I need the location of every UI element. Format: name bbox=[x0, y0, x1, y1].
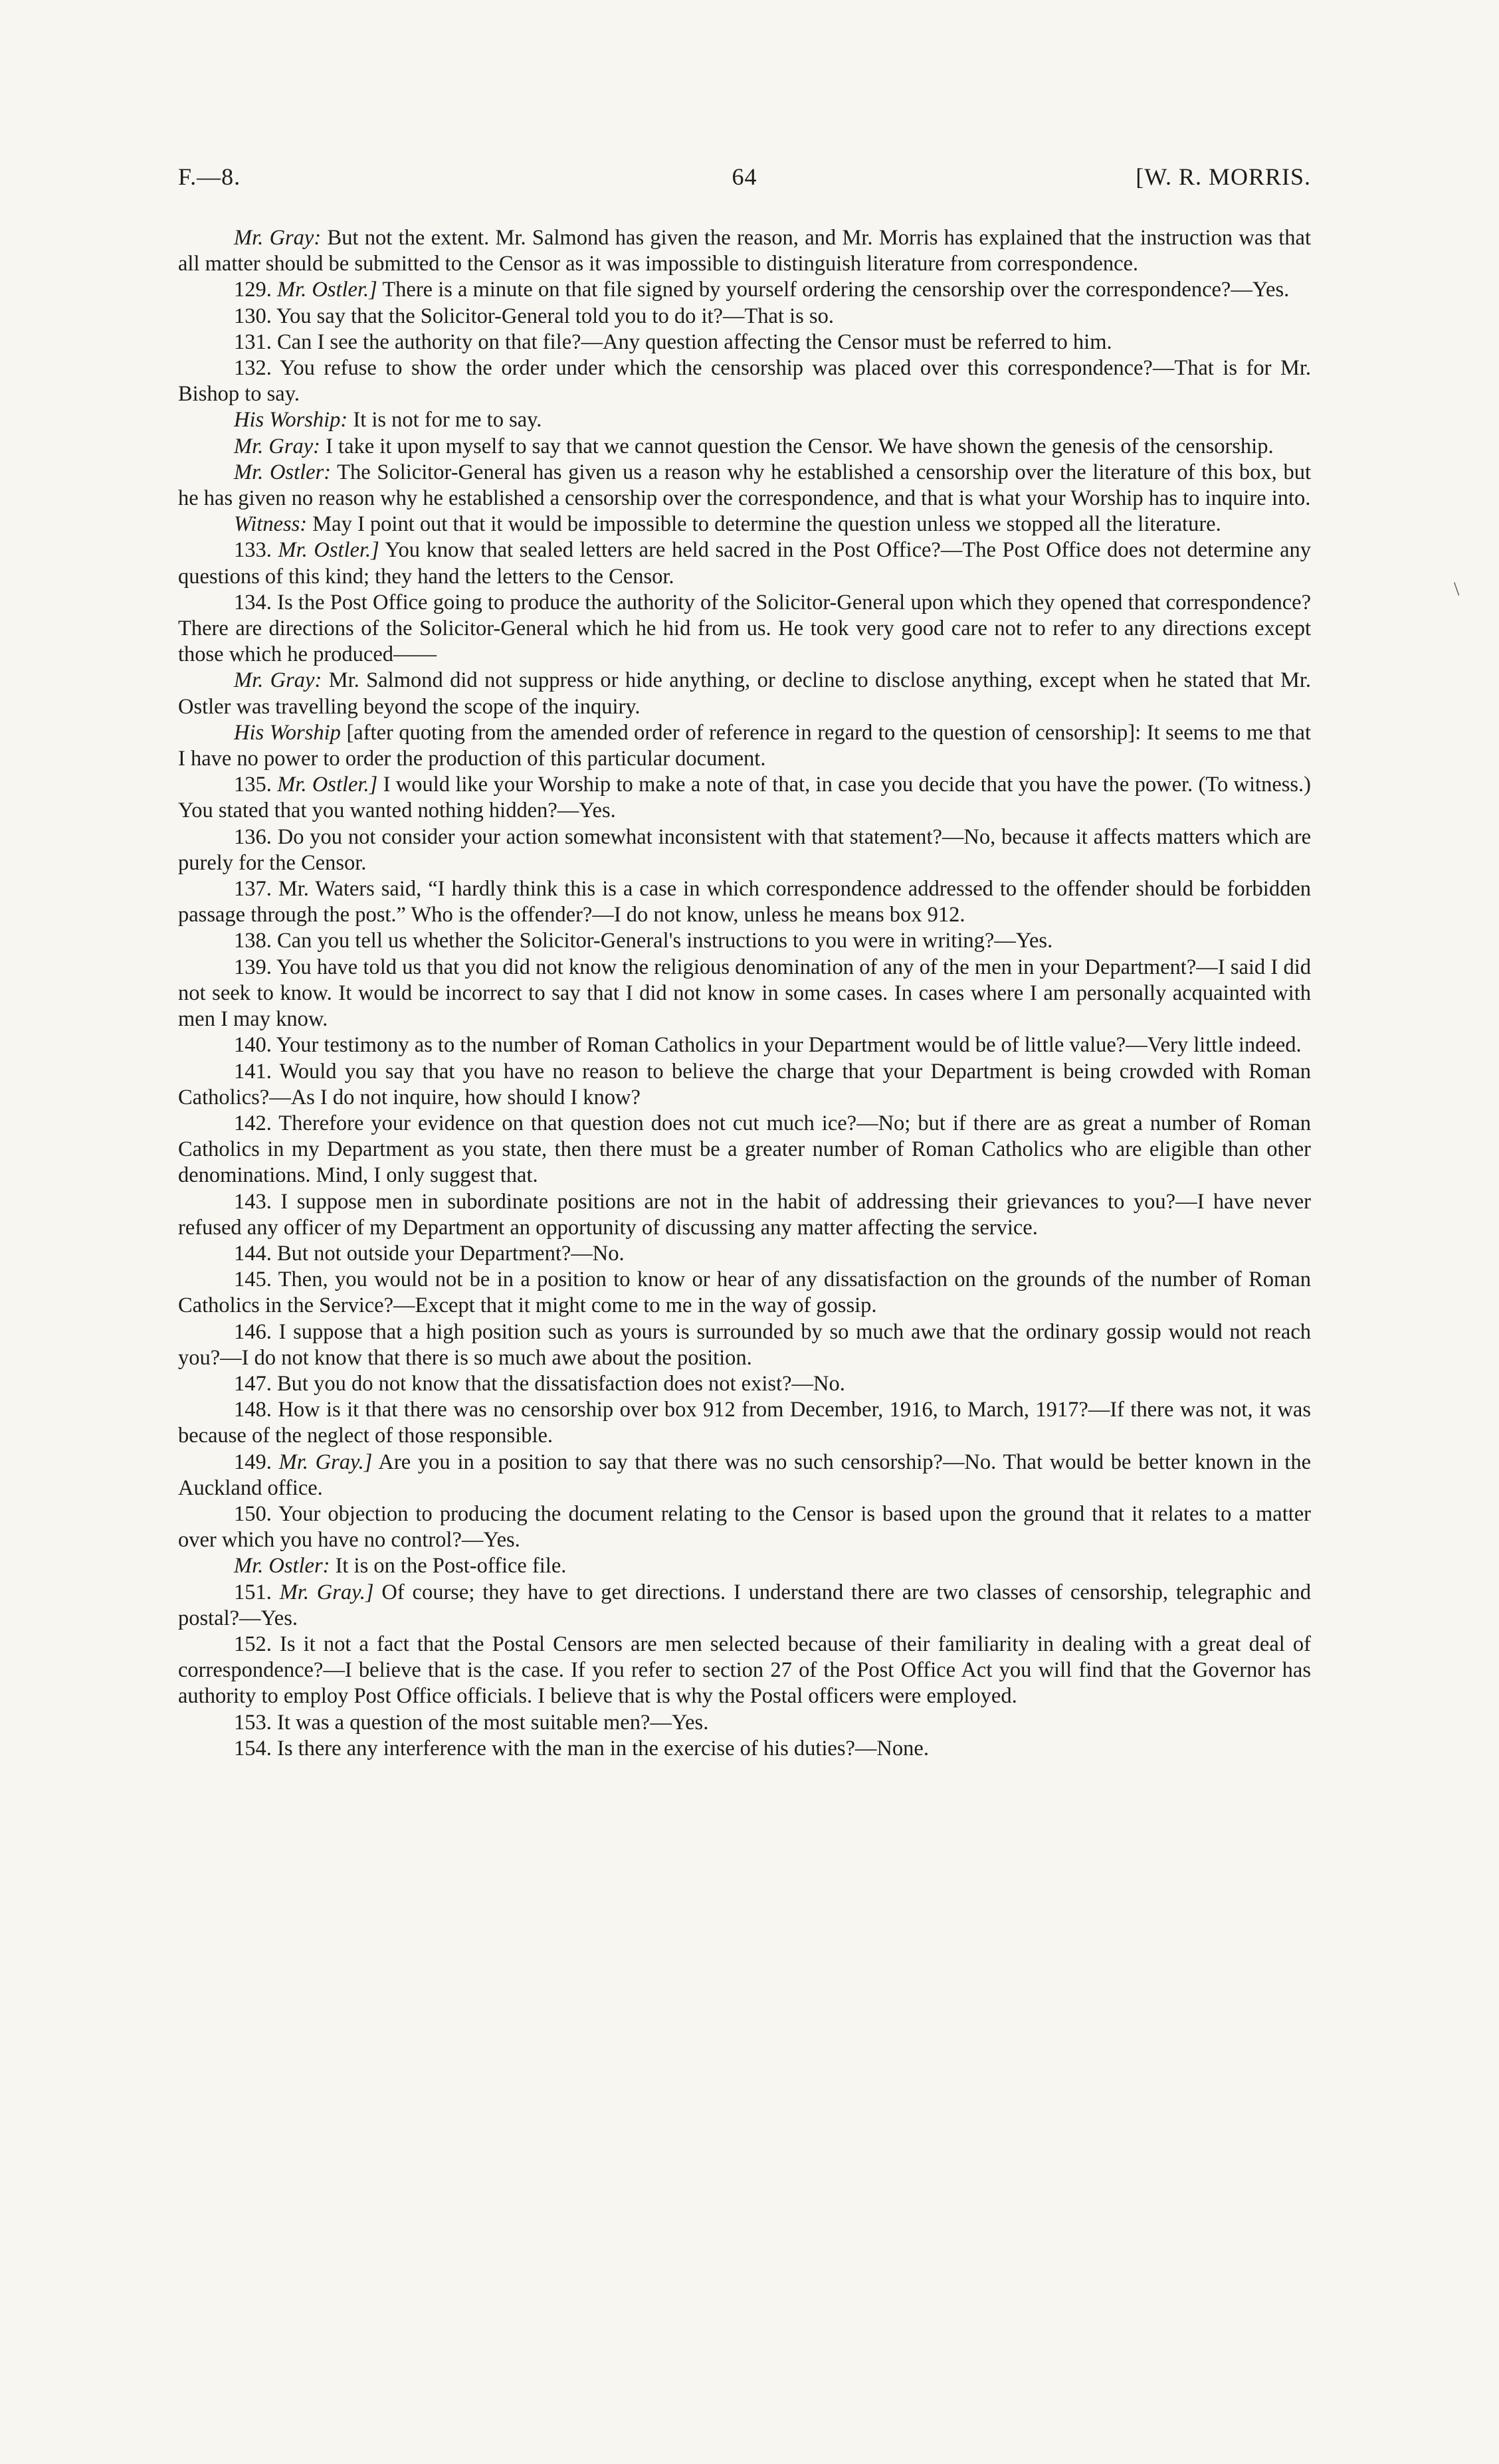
paragraph-text: It is on the Post-office file. bbox=[330, 1554, 567, 1578]
question-number: 145. bbox=[234, 1268, 272, 1292]
transcript-paragraph bbox=[178, 1397, 1311, 1449]
paragraph-text: It is not for me to say. bbox=[348, 408, 542, 432]
question-number: 150. bbox=[234, 1501, 272, 1526]
speaker-name: Mr. Ostler.] bbox=[277, 773, 378, 797]
paragraph-text: Can you tell us whether the Solicitor-General's instructions to you were in writing?—Yes. bbox=[277, 929, 1053, 953]
paragraph-text: Your testimony as to the number of Roman Catholics in your Department would be of little value?—Very little indeed. bbox=[276, 1033, 1302, 1058]
transcript-paragraph bbox=[178, 876, 1311, 928]
question-number: 136. bbox=[234, 824, 272, 849]
transcript-paragraph bbox=[178, 355, 1311, 407]
speaker-name: Mr. Ostler.] bbox=[277, 278, 377, 302]
transcript-paragraph bbox=[178, 1371, 1311, 1397]
question-number: 142. bbox=[234, 1111, 272, 1135]
paragraph-text: Is it not a fact that the Postal Censors are men selected because of their familiarity in dealing with a great deal of correspondence?—I believe that is the case. If you refer to section 27 of the Post Office Act you will find that the Governor has authority to employ Post Office officials. I believe that is why the Postal officers were employed. bbox=[178, 1632, 1311, 1709]
witness-name: [W. R. MORRIS. bbox=[1136, 163, 1311, 190]
transcript-paragraph bbox=[178, 1241, 1311, 1267]
question-number: 130. bbox=[234, 304, 272, 328]
transcript-paragraph bbox=[178, 460, 1311, 512]
question-number: 152. bbox=[234, 1632, 272, 1656]
question-number: 143. bbox=[234, 1189, 272, 1214]
paragraph-text: Is there any interference with the man in the exercise of his duties?—None. bbox=[277, 1736, 929, 1760]
transcript-paragraph bbox=[178, 304, 1311, 330]
paragraph-text: Therefore your evidence on that question does not cut much ice?—No; but if there are as great a number of Roman Catholics in my Department as you state, then there must be a greater number of Roman Catholics who are eligible than other denominations. Mind, I only suggest that. bbox=[178, 1111, 1311, 1188]
paragraph-text: Are you in a position to say that there was no such censorship?—No. That would be better known in the Auckland office. bbox=[178, 1450, 1311, 1500]
transcript-body bbox=[178, 225, 1311, 1762]
paragraph-text: [after quoting from the amended order of reference in regard to the question of censorship]: It seems to me that I have no power to order the production of this particular document. bbox=[178, 720, 1312, 771]
paragraph-text: Can I see the authority on that file?—Any question affecting the Censor must be referred to him. bbox=[277, 330, 1112, 354]
transcript-paragraph bbox=[178, 928, 1311, 954]
speaker-name: Mr. Ostler: bbox=[234, 460, 332, 484]
question-number: 147. bbox=[234, 1371, 272, 1396]
transcript-paragraph bbox=[178, 1632, 1311, 1710]
paragraph-text: You say that the Solicitor-General told you to do it?—That is so. bbox=[276, 304, 834, 328]
transcript-paragraph bbox=[178, 824, 1311, 876]
speaker-name: Mr. Ostler.] bbox=[278, 538, 379, 563]
transcript-paragraph bbox=[178, 955, 1311, 1033]
transcript-paragraph bbox=[178, 1710, 1311, 1736]
paragraph-text: I suppose men in subordinate positions are not in the habit of addressing their grievances to you?—I have never refused any officer of my Department an opportunity of discussing any matter affecting the service. bbox=[178, 1189, 1312, 1240]
paragraph-text: Is the Post Office going to produce the authority of the Solicitor-General upon which they opened that correspondence? There are directions of the Solicitor-General which he hid from us. He took very good care not to refer to any directions except those which he produced—— bbox=[178, 590, 1311, 667]
question-number: 144. bbox=[234, 1241, 272, 1266]
page-number: 64 bbox=[732, 163, 757, 190]
paragraph-text: Do you not consider your action somewhat inconsistent with that statement?—No, because it affects matters which are purely for the Censor. bbox=[178, 824, 1312, 875]
paragraph-text: May I point out that it would be impossible to determine the question unless we stopped all the literature. bbox=[307, 512, 1221, 537]
transcript-paragraph bbox=[178, 537, 1311, 589]
question-number: 141. bbox=[234, 1059, 272, 1084]
question-number: 153. bbox=[234, 1710, 272, 1735]
question-number: 137. bbox=[234, 877, 272, 901]
question-number: 148. bbox=[234, 1398, 272, 1422]
margin-mark: \ bbox=[1454, 578, 1460, 600]
question-number: 132. bbox=[234, 356, 272, 381]
transcript-paragraph bbox=[178, 590, 1311, 668]
document-reference: F.—8. bbox=[178, 163, 241, 190]
question-number: 133. bbox=[234, 538, 272, 563]
paragraph-text: Mr. Waters said, “I hardly think this is a case in which correspondence addressed to the offender should be forbidden passage through the post.” Who is the offender?—I do not know, unless he means box 912. bbox=[178, 877, 1312, 927]
speaker-name: Mr. Gray: bbox=[234, 226, 322, 250]
transcript-paragraph bbox=[178, 1580, 1311, 1632]
transcript-paragraph bbox=[178, 1267, 1311, 1319]
speaker-name: Witness: bbox=[234, 512, 308, 537]
transcript-paragraph bbox=[178, 720, 1311, 772]
question-number: 138. bbox=[234, 929, 272, 953]
paragraph-text: I suppose that a high position such as yours is surrounded by so much awe that the ordinary gossip would not reach you?—I do not know that there is so much awe about the position. bbox=[178, 1319, 1311, 1370]
paragraph-text: Mr. Salmond did not suppress or hide anything, or decline to disclose anything, except when he stated that Mr. Ostler was travelling beyond the scope of the inquiry. bbox=[178, 668, 1311, 719]
paragraph-text: Would you say that you have no reason to believe the charge that your Department is being crowded with Roman Catholics?—As I do not inquire, how should I know? bbox=[178, 1059, 1311, 1109]
question-number: 149. bbox=[234, 1450, 272, 1474]
speaker-name: Mr. Gray.] bbox=[278, 1450, 373, 1474]
transcript-paragraph bbox=[178, 1059, 1311, 1111]
transcript-paragraph bbox=[178, 434, 1311, 460]
speaker-name: Mr. Gray: bbox=[234, 668, 322, 693]
question-number: 129. bbox=[234, 278, 272, 302]
paragraph-text: You refuse to show the order under which the censorship was placed over this correspondence?—That is for Mr. Bishop to say. bbox=[178, 356, 1311, 407]
transcript-paragraph bbox=[178, 1736, 1311, 1762]
speaker-name: Mr. Ostler: bbox=[234, 1554, 330, 1578]
speaker-name: Mr. Gray: bbox=[234, 434, 320, 458]
question-number: 135. bbox=[234, 773, 272, 797]
transcript-paragraph bbox=[178, 1450, 1311, 1501]
paragraph-text: There is a minute on that file signed by yourself ordering the censorship over the correspondence?—Yes. bbox=[377, 278, 1290, 302]
question-number: 134. bbox=[234, 590, 272, 615]
paragraph-text: You have told us that you did not know the religious denomination of any of the men in your Department?—I said I did not seek to know. It would be incorrect to say that I did not know in some cases. In cases where I am personally acquainted with men I may know. bbox=[178, 955, 1311, 1032]
speaker-name: His Worship: bbox=[234, 408, 348, 432]
document-page bbox=[178, 163, 1311, 1762]
transcript-paragraph bbox=[178, 1189, 1311, 1241]
paragraph-text: But you do not know that the dissatisfaction does not exist?—No. bbox=[277, 1371, 845, 1396]
paragraph-text: I take it upon myself to say that we cannot question the Censor. We have shown the genesis of the censorship. bbox=[320, 434, 1274, 458]
page-header bbox=[178, 163, 1311, 203]
paragraph-text: Of course; they have to get directions. I understand there are two classes of censorship, telegraphic and postal?—Yes. bbox=[178, 1580, 1311, 1630]
paragraph-text: Then, you would not be in a position to know or hear of any dissatisfaction on the grounds of the number of Roman Catholics in the Service?—Except that it might come to me in the way of gossip. bbox=[178, 1268, 1311, 1318]
paragraph-text: The Solicitor-General has given us a reason why he established a censorship over the literature of this box, but he has given no reason why he established a censorship over the correspondence, and that is what your Worship has to inquire into. bbox=[178, 460, 1311, 511]
question-number: 139. bbox=[234, 955, 272, 979]
paragraph-text: But not outside your Department?—No. bbox=[277, 1241, 625, 1266]
paragraph-text: You know that sealed letters are held sacred in the Post Office?—The Post Office does not determine any questions of this kind; they hand the letters to the Censor. bbox=[178, 538, 1311, 589]
transcript-paragraph bbox=[178, 1501, 1311, 1553]
speaker-name: His Worship bbox=[234, 720, 341, 745]
speaker-name: Mr. Gray.] bbox=[279, 1580, 374, 1604]
transcript-paragraph bbox=[178, 1319, 1311, 1371]
transcript-paragraph bbox=[178, 1553, 1311, 1579]
transcript-paragraph bbox=[178, 1032, 1311, 1058]
transcript-paragraph bbox=[178, 772, 1311, 824]
transcript-paragraph bbox=[178, 225, 1311, 277]
paragraph-text: But not the extent. Mr. Salmond has given the reason, and Mr. Morris has explained that the instruction was that all matter should be submitted to the Censor as it was impossible to distinguish literature from correspondence. bbox=[178, 226, 1311, 276]
transcript-paragraph bbox=[178, 277, 1311, 303]
question-number: 146. bbox=[234, 1319, 272, 1344]
question-number: 131. bbox=[234, 330, 272, 354]
paragraph-text: It was a question of the most suitable men?—Yes. bbox=[277, 1710, 709, 1735]
transcript-paragraph bbox=[178, 1111, 1311, 1189]
paragraph-text: How is it that there was no censorship over box 912 from December, 1916, to March, 1917?—If there was not, it was because of the neglect of those responsible. bbox=[178, 1398, 1312, 1448]
question-number: 140. bbox=[234, 1033, 272, 1058]
question-number: 151. bbox=[234, 1580, 272, 1604]
paragraph-text: Your objection to producing the document relating to the Censor is based upon the ground that it relates to a matter over which you have no control?—Yes. bbox=[178, 1501, 1312, 1553]
transcript-paragraph bbox=[178, 512, 1311, 537]
transcript-paragraph bbox=[178, 668, 1311, 719]
transcript-paragraph bbox=[178, 330, 1311, 355]
question-number: 154. bbox=[234, 1736, 272, 1760]
transcript-paragraph bbox=[178, 407, 1311, 433]
paragraph-text: I would like your Worship to make a note of that, in case you decide that you have the power. (To witness.) You stated that you wanted nothing hidden?—Yes. bbox=[178, 773, 1311, 823]
